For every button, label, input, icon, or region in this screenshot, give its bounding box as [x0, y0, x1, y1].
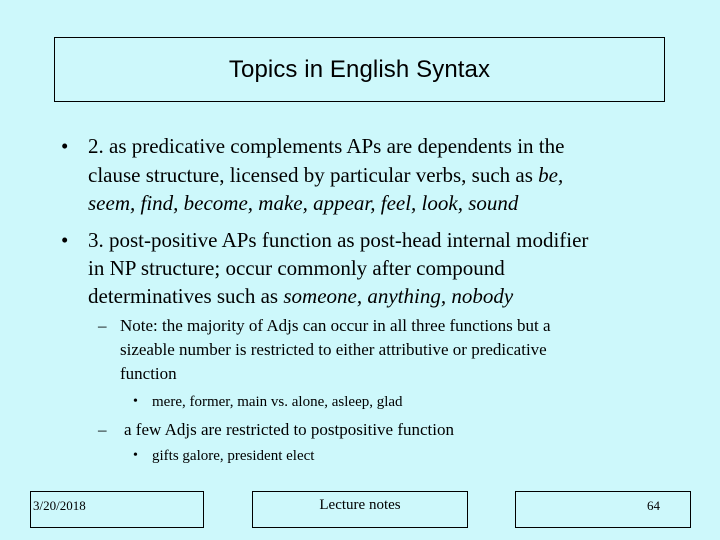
bullet-marker: •	[61, 134, 69, 158]
bullet-1-line-1: 2. as predicative complements APs are dependents in the	[88, 134, 565, 158]
subpoint-1-line-2: sizeable number is restricted to either attributive or predicative	[120, 340, 547, 359]
bullet-1-line-3: seem, find, become, make, appear, feel, look, sound	[88, 191, 519, 215]
slide-title: Topics in English Syntax	[228, 55, 491, 83]
subpoint-2-example: gifts galore, president elect	[152, 448, 315, 464]
footer-date: 3/20/2018	[33, 498, 86, 513]
sub-bullet-marker: •	[133, 394, 138, 409]
subpoint-1-line-1: Note: the majority of Adjs can occur in all three functions but a	[120, 316, 551, 335]
sub-bullet-marker: •	[133, 448, 138, 463]
bullet-2-line-1: 3. post-positive APs function as post-head internal modifier	[88, 228, 589, 252]
bullet-1-line-2: clause structure, licensed by particular verbs, such as be,	[88, 163, 564, 187]
slide-number: 64	[647, 498, 660, 513]
footer-title-box	[252, 491, 468, 528]
dash-marker: –	[98, 316, 107, 335]
subpoint-1-example: mere, former, main vs. alone, asleep, glad	[152, 394, 403, 410]
bullet-marker: •	[61, 228, 69, 252]
footer-title: Lecture notes	[319, 497, 401, 513]
footer-page-box	[515, 491, 691, 528]
subpoint-2-line-1: a few Adjs are restricted to postpositive function	[124, 420, 454, 439]
footer-date-box	[30, 491, 204, 528]
bullet-2-line-3: determinatives such as someone, anything, nobody	[88, 284, 514, 308]
bullet-2-line-2: in NP structure; occur commonly after compound	[88, 256, 505, 280]
subpoint-1-line-3: function	[120, 364, 177, 383]
dash-marker: –	[98, 420, 107, 439]
